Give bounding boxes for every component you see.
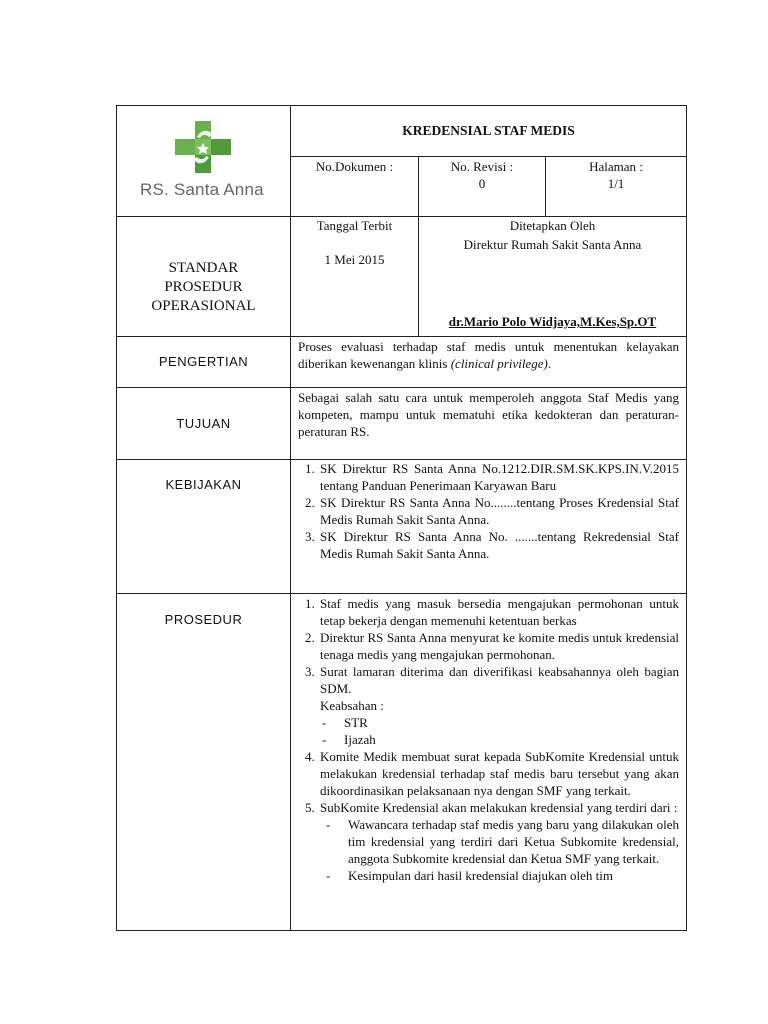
kredensial-step: - Wawancara terhadap staf medis yang baru yang dilakukan oleh tim kredensial yang terdiri dari Ketua Subkomite kredensial, anggota Subkomite kredensial dan Ketua SMF yang terkait. [324, 816, 679, 867]
prosedur-list [298, 595, 679, 929]
prosedur-item [318, 799, 679, 884]
border-right [686, 105, 687, 931]
pengertian-text-italic: (clinical privilege) [450, 356, 548, 371]
prosedur-item: 4. Komite Medik membuat surat kepada SubKomite Kredensial untuk melakukan kredensial terhadap staf medis baru tersebut yang akan dikoordinasikan pelaksanaan nya dengan SMF yang terkait. [318, 748, 679, 799]
ditetapkan-by: Direktur Rumah Sakit Santa Anna [463, 237, 642, 252]
sop-document [116, 105, 687, 931]
no-revisi-label: No. Revisi : [450, 159, 514, 174]
kredensial-step: - Kesimpulan dari hasil kredensial diajukan oleh tim [324, 867, 679, 884]
tanggal-terbit-label: Tanggal Terbit [316, 218, 393, 233]
no-revisi-value: 0 [478, 176, 486, 191]
prosedur-label: PROSEDUR [164, 612, 243, 627]
tujuan-text: Sebagai salah satu cara untuk memperoleh anggota Staf Medis yang kompeten, mampu untuk mematuhi etika kedokteran dan peraturan-peraturan RS. [298, 390, 679, 439]
hospital-logo [116, 105, 290, 216]
prosedur-item [318, 663, 679, 748]
pengertian-divider [116, 387, 687, 388]
keabsahan-item: - Ijazah [320, 731, 679, 748]
pengertian-text [298, 338, 679, 372]
prosedur-item: 1. Staf medis yang masuk bersedia mengajukan permohonan untuk tetap bekerja dengan memenuhi ketentuan berkas [318, 595, 679, 629]
kebijakan-label: KEBIJAKAN [165, 477, 242, 492]
kebijakan-list [298, 460, 679, 562]
prosedur-item: 2. Direktur RS Santa Anna menyurat ke komite medis untuk kredensial tenaga medis yang mengajukan permohonan. [318, 629, 679, 663]
document-title: KREDENSIAL STAF MEDIS [402, 123, 575, 138]
halaman-label: Halaman : [589, 159, 643, 174]
prosedur-item5-text: 5. SubKomite Kredensial akan melakukan kredensial yang terdiri dari : [320, 800, 678, 815]
kebijakan-divider [116, 593, 687, 594]
sop-row-divider [116, 336, 687, 337]
halaman-value: 1/1 [607, 176, 625, 191]
ditetapkan-label: Ditetapkan Oleh [509, 218, 596, 233]
sop-title [117, 259, 290, 316]
no-dokumen-label: No.Dokumen : [315, 159, 394, 174]
kebijakan-item: 1. SK Direktur RS Santa Anna No.1212.DIR.SM.SK.KPS.IN.V.2015 tentang Panduan Penerimaan Karyawan Baru [318, 460, 679, 494]
header-title-divider [290, 156, 687, 157]
kebijakan-item: 3. SK Direktur RS Santa Anna No. .......tentang Rekredensial Staf Medis Rumah Sakit Santa Anna. [318, 528, 679, 562]
tujuan-label: TUJUAN [176, 416, 231, 431]
border-left [116, 105, 117, 931]
prosedur-item3-text: 3. Surat lamaran diterima dan diverifikasi keabsahannya oleh bagian SDM. [320, 664, 679, 696]
keabsahan-label: Keabsahan : [320, 698, 384, 713]
pengertian-text-end: . [547, 356, 552, 371]
sop-title-line3: OPERASIONAL [151, 298, 256, 314]
tanggal-terbit-value: 1 Mei 2015 [324, 252, 385, 267]
sop-title-line1: STANDAR [168, 260, 239, 276]
sop-title-line2: PROSEDUR [164, 279, 243, 295]
medical-cross-icon [173, 119, 235, 177]
pengertian-label: PENGERTIAN [158, 354, 249, 369]
hospital-name: RS. Santa Anna [140, 180, 264, 199]
border-bottom [116, 930, 687, 931]
signatory-name: dr.Mario Polo Widjaya,M.Kes,Sp.OT [448, 314, 657, 329]
pengertian-text-main: Proses evaluasi terhadap staf medis untuk menentukan kelayakan diberikan kewenangan klinis [298, 339, 679, 371]
keabsahan-item: - STR [320, 714, 679, 731]
kebijakan-item: 2. SK Direktur RS Santa Anna No........tentang Proses Kredensial Staf Medis Rumah Sakit Santa Anna. [318, 494, 679, 528]
